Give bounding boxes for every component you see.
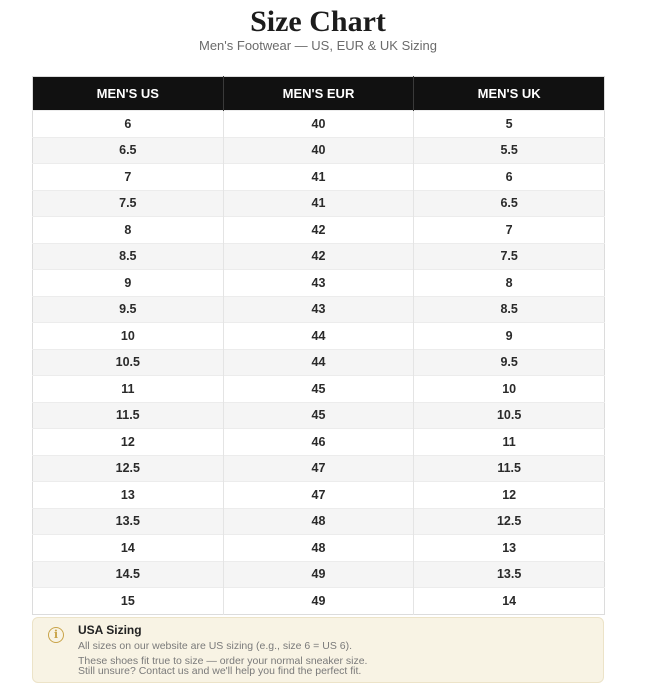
us-size-cell: 6.5 [33, 137, 224, 164]
uk-size-cell: 7 [414, 217, 605, 244]
uk-size-cell: 8.5 [414, 296, 605, 323]
eur-size-cell: 48 [223, 508, 414, 535]
us-size-cell: 14.5 [33, 561, 224, 588]
table-row [33, 508, 605, 535]
eur-size-cell: 45 [223, 402, 414, 429]
eur-size-cell: 41 [223, 190, 414, 217]
us-size-cell: 11 [33, 376, 224, 403]
uk-size-cell: 12.5 [414, 508, 605, 535]
table-row [33, 323, 605, 350]
uk-size-cell: 9.5 [414, 349, 605, 376]
uk-size-cell: 10 [414, 376, 605, 403]
eur-size-cell: 48 [223, 535, 414, 562]
table-row [33, 270, 605, 297]
us-size-cell: 10.5 [33, 349, 224, 376]
table-row [33, 429, 605, 456]
uk-size-cell: 6.5 [414, 190, 605, 217]
column-header-uk: MEN'S UK [414, 77, 605, 111]
page-title: Size Chart [250, 5, 386, 38]
uk-size-cell: 5 [414, 111, 605, 138]
notice-text-line: These shoes fit true to size — order your normal sneaker size. [78, 655, 368, 667]
uk-size-cell: 7.5 [414, 243, 605, 270]
us-size-cell: 15 [33, 588, 224, 615]
info-icon: i [48, 627, 64, 643]
table-row [33, 588, 605, 615]
uk-size-cell: 10.5 [414, 402, 605, 429]
us-size-cell: 6 [33, 111, 224, 138]
us-size-cell: 7.5 [33, 190, 224, 217]
eur-size-cell: 42 [223, 217, 414, 244]
us-size-cell: 13.5 [33, 508, 224, 535]
uk-size-cell: 8 [414, 270, 605, 297]
table-row [33, 455, 605, 482]
table-row [33, 190, 605, 217]
page-subtitle: Men's Footwear — US, EUR & UK Sizing [199, 38, 437, 53]
table-row [33, 164, 605, 191]
eur-size-cell: 40 [223, 137, 414, 164]
table-row [33, 482, 605, 509]
us-size-cell: 11.5 [33, 402, 224, 429]
eur-size-cell: 43 [223, 270, 414, 297]
us-size-cell: 10 [33, 323, 224, 350]
uk-size-cell: 6 [414, 164, 605, 191]
notice-text-line: Still unsure? Contact us and we'll help you find the perfect fit. [78, 665, 362, 677]
column-header-eur: MEN'S EUR [223, 77, 414, 111]
eur-size-cell: 40 [223, 111, 414, 138]
table-body [33, 111, 605, 615]
table-row [33, 376, 605, 403]
us-size-cell: 12.5 [33, 455, 224, 482]
uk-size-cell: 12 [414, 482, 605, 509]
eur-size-cell: 49 [223, 561, 414, 588]
table-row [33, 137, 605, 164]
eur-size-cell: 41 [223, 164, 414, 191]
eur-size-cell: 47 [223, 455, 414, 482]
eur-size-cell: 43 [223, 296, 414, 323]
table-row [33, 349, 605, 376]
us-size-cell: 9.5 [33, 296, 224, 323]
table-row [33, 111, 605, 138]
eur-size-cell: 47 [223, 482, 414, 509]
uk-size-cell: 13.5 [414, 561, 605, 588]
table-row [33, 243, 605, 270]
us-size-cell: 12 [33, 429, 224, 456]
column-header-us: MEN'S US [33, 77, 224, 111]
us-size-cell: 8 [33, 217, 224, 244]
eur-size-cell: 45 [223, 376, 414, 403]
notice-title: USA Sizing [78, 623, 142, 637]
table-row [33, 535, 605, 562]
usa-sizing-notice [32, 617, 604, 683]
uk-size-cell: 9 [414, 323, 605, 350]
uk-size-cell: 14 [414, 588, 605, 615]
eur-size-cell: 42 [223, 243, 414, 270]
eur-size-cell: 49 [223, 588, 414, 615]
eur-size-cell: 46 [223, 429, 414, 456]
table-row [33, 402, 605, 429]
uk-size-cell: 11.5 [414, 455, 605, 482]
uk-size-cell: 5.5 [414, 137, 605, 164]
uk-size-cell: 11 [414, 429, 605, 456]
us-size-cell: 7 [33, 164, 224, 191]
size-chart-table [32, 76, 605, 615]
notice-text-line: All sizes on our website are US sizing (e.g., size 6 = US 6). [78, 640, 352, 652]
table-header-row [33, 77, 605, 111]
us-size-cell: 9 [33, 270, 224, 297]
uk-size-cell: 13 [414, 535, 605, 562]
table-row [33, 296, 605, 323]
table-row [33, 217, 605, 244]
eur-size-cell: 44 [223, 349, 414, 376]
us-size-cell: 14 [33, 535, 224, 562]
table-row [33, 561, 605, 588]
eur-size-cell: 44 [223, 323, 414, 350]
us-size-cell: 8.5 [33, 243, 224, 270]
us-size-cell: 13 [33, 482, 224, 509]
